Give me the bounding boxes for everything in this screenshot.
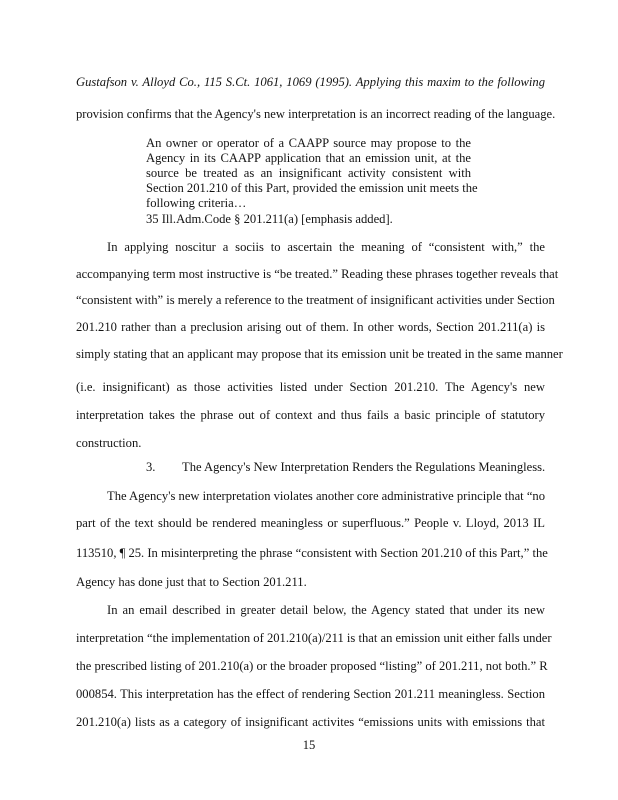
section-number: 3.: [146, 460, 156, 474]
text-line-10: construction.: [76, 436, 142, 450]
blockquote-line-5: following criteria…: [146, 196, 247, 210]
text-line-4: accompanying term most instructive is “be treated.” Reading these phrases together reveals that: [76, 267, 559, 281]
text-line-12: part of the text should be rendered meaningless or superfluous.” People v. Lloyd, 2013 IL: [76, 516, 545, 530]
text-line-16: interpretation “the implementation of 201.210(a)/211 is that an emission unit either falls under: [76, 631, 552, 645]
text-line-6: 201.210 rather than a preclusion arising out of them. In other words, Section 201.211(a) is: [76, 320, 545, 334]
text-line-9: interpretation takes the phrase out of context and thus fails a basic principle of statutory: [76, 408, 545, 422]
text-line-5: “consistent with” is merely a reference to the treatment of insignificant activities under Section: [76, 293, 555, 307]
page-number: 15: [302, 738, 316, 752]
text-line-14: Agency has done just that to Section 201.211.: [76, 575, 307, 589]
text-line-17: the prescribed listing of 201.210(a) or the broader proposed “listing” of 201.211, not both.” R: [76, 659, 548, 673]
text-line-11: The Agency's new interpretation violates another core administrative principle that “no: [107, 489, 546, 503]
text-line-2: provision confirms that the Agency's new interpretation is an incorrect reading of the language.: [76, 107, 556, 121]
citation: 35 Ill.Adm.Code § 201.211(a) [emphasis added].: [146, 212, 393, 226]
text-line-13: 113510, ¶ 25. In misinterpreting the phrase “consistent with Section 201.210 of this Part,” the: [76, 546, 548, 560]
section-heading: [146, 460, 546, 475]
text-line-8: (i.e. insignificant) as those activities listed under Section 201.210. The Agency's new: [76, 380, 545, 394]
text-line-15: In an email described in greater detail below, the Agency stated that under its new: [107, 603, 545, 617]
blockquote-line-1: An owner or operator of a CAAPP source may propose to the: [146, 136, 471, 150]
text-line-19: 201.210(a) lists as a category of insignificant activites “emissions units with emissions that: [76, 715, 545, 729]
text-line-7: simply stating that an applicant may propose that its emission unit be treated in the same manner: [76, 347, 563, 361]
blockquote-line-4: Section 201.210 of this Part, provided the emission unit meets the: [146, 181, 478, 195]
blockquote-line-3: source be treated as an insignificant activity consistent with: [146, 166, 471, 180]
section-title: The Agency's New Interpretation Renders the Regulations Meaningless.: [182, 460, 546, 474]
text-line-1: Gustafson v. Alloyd Co., 115 S.Ct. 1061, 1069 (1995). Applying this maxim to the following: [76, 75, 545, 89]
blockquote-line-2: Agency in its CAAPP application that an emission unit, at the: [146, 151, 471, 165]
text-line-3: In applying noscitur a sociis to ascertain the meaning of “consistent with,” the: [107, 240, 545, 254]
text-line-18: 000854. This interpretation has the effect of rendering Section 201.211 meaningless. Section: [76, 687, 545, 701]
